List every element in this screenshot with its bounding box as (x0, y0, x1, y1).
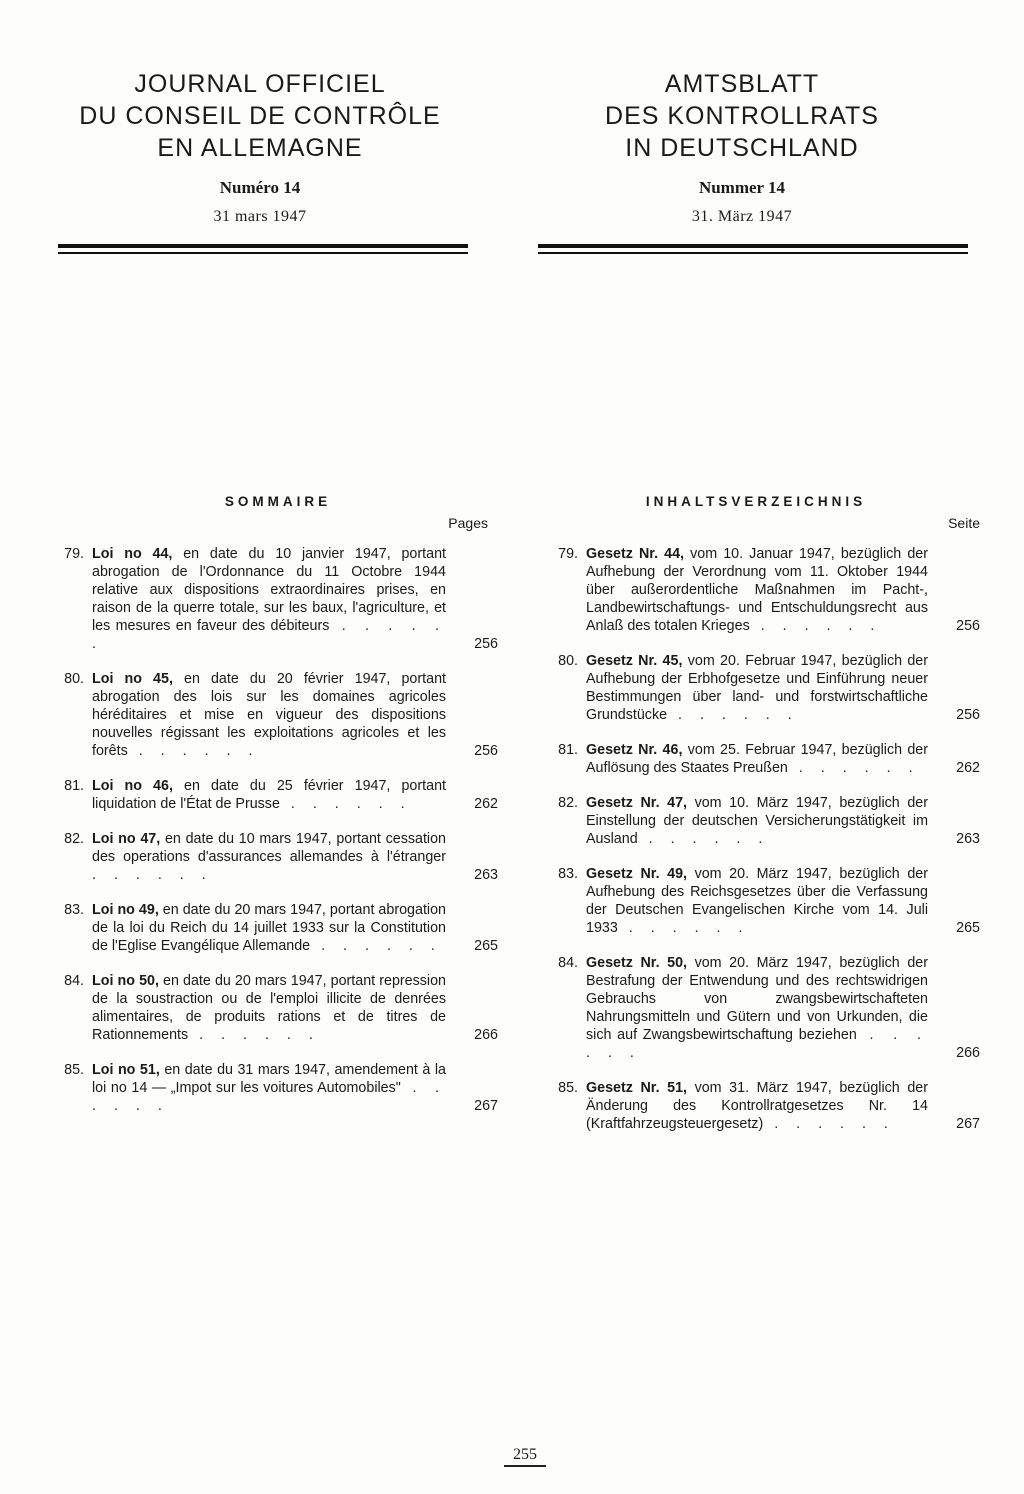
entry-text (586, 652, 980, 724)
dot-leader: . . . . . . (617, 920, 750, 936)
entry-description: en date du 25 février 1947, portant liquidation de l'État de Prusse (92, 778, 446, 812)
dot-leader: . . . . . . (310, 938, 442, 954)
entry-number: 82. (558, 795, 578, 811)
entry-description: en date du 10 mars 1947, portant cessation des operations d'assurances allemandes à l'étranger (92, 831, 446, 865)
toc-entry (38, 670, 498, 760)
entry-page-number: 263 (474, 867, 498, 883)
issue-date: 31 mars 1947 (213, 208, 307, 225)
dot-leader: . . . . . . (92, 867, 213, 883)
entry-law-label: Loi no 49, (92, 902, 159, 918)
toc-entry (38, 901, 498, 955)
entry-text (92, 545, 498, 653)
entry-description: vom 20. März 1947, bezüglich der Bestrafung der Entwendung und des rechtswidrigen Gebrauchs von zwangsbewirtschafteten Nahrungsmitteln und Gütern und von Urkunden, die sich auf Zwangsbewirtschaftung beziehen (586, 955, 928, 1043)
entry-law-label: Gesetz Nr. 44, (586, 546, 685, 562)
toc-entry (38, 1061, 498, 1115)
entry-page-number: 266 (474, 1027, 498, 1043)
entry-number: 81. (558, 742, 578, 758)
entry-number: 84. (558, 955, 578, 971)
page-number-text: 255 (513, 1446, 537, 1463)
issue-number-de: Nummer 14 (698, 178, 786, 197)
toc-entry (532, 794, 980, 848)
entry-page-number: 267 (956, 1116, 980, 1132)
entry-number: 83. (64, 902, 84, 918)
amtsblatt-title-line-3: IN DEUTSCHLAND (625, 134, 859, 162)
journal-title-line-3: EN ALLEMAGNE (157, 134, 363, 162)
amtsblatt-title-line-1: AMTSBLATT (664, 70, 820, 98)
page-number-underline (504, 1465, 546, 1467)
issue-date-de: 31. März 1947 (691, 208, 793, 225)
page-number (500, 1446, 550, 1467)
entry-number: 85. (558, 1080, 578, 1096)
journal-title-line-1: JOURNAL OFFICIEL (134, 70, 386, 98)
entry-description: en date du 20 mars 1947, portant repression de la soustraction ou de l'emploi illicite de denrées alimentaires, de produits rations et de titres de Rationnements (92, 973, 446, 1043)
sommaire (38, 494, 498, 1132)
entry-law-label: Gesetz Nr. 46, (586, 742, 683, 758)
entry-number: 85. (64, 1062, 84, 1078)
dot-leader: . . . . . . (637, 831, 770, 847)
sommaire-heading: SOMMAIRE (224, 494, 332, 509)
entry-page-number: 265 (956, 920, 980, 936)
entry-description: vom 10. März 1947, bezüglich der Einstellung der deutschen Versicherungstätigkeit im Ausland (586, 795, 928, 847)
dot-leader: . . . . . . (749, 618, 882, 634)
entry-law-label: Loi no 47, (92, 831, 161, 847)
inhaltsverzeichnis-list (532, 545, 980, 1133)
masthead-rule-left (58, 244, 468, 264)
toc-entry (532, 545, 980, 635)
masthead-french (40, 68, 480, 226)
entry-number: 81. (64, 778, 84, 794)
inhaltsverzeichnis-heading: INHALTSVERZEICHNIS (645, 494, 867, 509)
inhaltsverzeichnis (532, 494, 980, 1150)
toc-entry (532, 741, 980, 777)
entry-page-number: 263 (956, 831, 980, 847)
entry-description: en date du 10 janvier 1947, portant abrogation de l'Ordonnance du 11 Octobre 1944 relative aux dispositions extraordinaires prises, en raison de la querre totale, sur les baux, l'agriculture, et les mesures en faveur des débiteurs (92, 546, 446, 634)
entry-page-number: 256 (474, 743, 498, 759)
entry-text (92, 1061, 498, 1115)
entry-text (586, 954, 980, 1062)
amtsblatt-title-line-2: DES KONTROLLRATS (605, 102, 879, 130)
entry-text (586, 545, 980, 635)
toc-entry (38, 777, 498, 813)
dot-leader: . . . . . . (279, 796, 412, 812)
pages-label: Pages (448, 515, 488, 531)
toc-entry (532, 865, 980, 937)
entry-law-label: Loi no 51, (92, 1062, 160, 1078)
entry-page-number: 265 (474, 938, 498, 954)
entry-description: en date du 20 mars 1947, portant abrogation de la loi du Reich du 14 juillet 1933 sur la Constitution de l'Eglise Evangélique Allemande (92, 902, 446, 954)
entry-text (92, 670, 498, 760)
entry-number: 83. (558, 866, 578, 882)
entry-law-label: Gesetz Nr. 47, (586, 795, 687, 811)
entry-law-label: Gesetz Nr. 45, (586, 653, 683, 669)
entry-text (586, 1079, 980, 1133)
dot-leader: . . . . . . (586, 1027, 928, 1061)
entry-description: vom 31. März 1947, bezüglich der Änderung des Kontrollratgesetzes Nr. 14 (Kraftfahrzeugsteuergesetz) (586, 1080, 928, 1132)
sommaire-list (38, 545, 498, 1115)
entry-number: 79. (64, 546, 84, 562)
entry-page-number: 262 (474, 796, 498, 812)
entry-page-number: 256 (474, 636, 498, 652)
dot-leader: . . . . . . (127, 743, 260, 759)
toc-entry (38, 830, 498, 884)
thick-rule (58, 244, 468, 248)
entry-law-label: Loi no 44, (92, 546, 173, 562)
entry-page-number: 256 (956, 618, 980, 634)
entry-law-label: Loi no 46, (92, 778, 173, 794)
entry-text (92, 901, 498, 955)
entry-law-label: Loi no 50, (92, 973, 159, 989)
entry-description: en date du 20 février 1947, portant abrogation des lois sur les domaines agricoles héréditaires et mise en vigueur des dispositions nouvelles régissant les exploitations agricoles et les forêts (92, 671, 446, 759)
entry-page-number: 262 (956, 760, 980, 776)
entry-text (586, 741, 980, 777)
dot-leader: . . . . . . (787, 760, 920, 776)
entry-text (92, 972, 498, 1044)
dot-leader: . . . . . . (188, 1027, 320, 1043)
entry-description: vom 25. Februar 1947, bezüglich der Auflösung des Staates Preußen (586, 742, 929, 776)
entry-number: 80. (64, 671, 84, 687)
entry-law-label: Gesetz Nr. 51, (586, 1080, 687, 1096)
entry-law-label: Gesetz Nr. 49, (586, 866, 687, 882)
toc-entry (532, 652, 980, 724)
entry-page-number: 256 (956, 707, 980, 723)
entry-text (92, 830, 498, 884)
thin-rule (538, 252, 968, 254)
entry-text (92, 777, 498, 813)
issue-number: Numéro 14 (219, 178, 301, 197)
dot-leader: . . . . . . (92, 1080, 446, 1114)
entry-text (586, 794, 980, 848)
entry-description: vom 20. März 1947, bezüglich der Aufhebung des Reichsgesetzes über die Verfassung der Deutschen Evangelischen Kirche vom 14. Juli 1933 (586, 866, 928, 936)
dot-leader: . . . . . . (667, 707, 799, 723)
dot-leader: . . . . . . (763, 1116, 895, 1132)
entry-page-number: 266 (956, 1045, 980, 1061)
entry-description: vom 20. Februar 1947, bezüglich der Aufhebung der Erbhofgesetze und Einführung neuer Bestimmungen über land- und forstwirtschaftliche Grundstücke (586, 653, 929, 723)
seite-label: Seite (948, 515, 980, 531)
masthead-rule-right (538, 244, 968, 264)
toc-entry (38, 972, 498, 1044)
toc-entry (532, 954, 980, 1062)
entry-number: 84. (64, 973, 84, 989)
entry-page-number: 267 (474, 1098, 498, 1114)
entry-number: 82. (64, 831, 84, 847)
entry-description: en date du 31 mars 1947, amendement à la loi no 14 — „Impot sur les voitures Automobiles" (92, 1062, 447, 1096)
entry-law-label: Gesetz Nr. 50, (586, 955, 687, 971)
entry-description: vom 10. Januar 1947, bezüglich der Aufhebung der Verordnung vom 11. Oktober 1944 über außerordentliche Maßnahmen im Pacht-, Landbewirtschaftungs- und Entschuldungsrecht aus Anlaß des totalen Krieges (586, 546, 928, 634)
journal-title-line-2: DU CONSEIL DE CONTRÔLE (79, 102, 441, 130)
masthead-german (522, 68, 962, 226)
toc-entry (38, 545, 498, 653)
entry-number: 79. (558, 546, 578, 562)
thin-rule (58, 252, 468, 254)
entry-number: 80. (558, 653, 578, 669)
entry-law-label: Loi no 45, (92, 671, 173, 687)
toc-entry (532, 1079, 980, 1133)
thick-rule (538, 244, 968, 248)
entry-text (586, 865, 980, 937)
dot-leader: . . . . . . (92, 618, 446, 652)
